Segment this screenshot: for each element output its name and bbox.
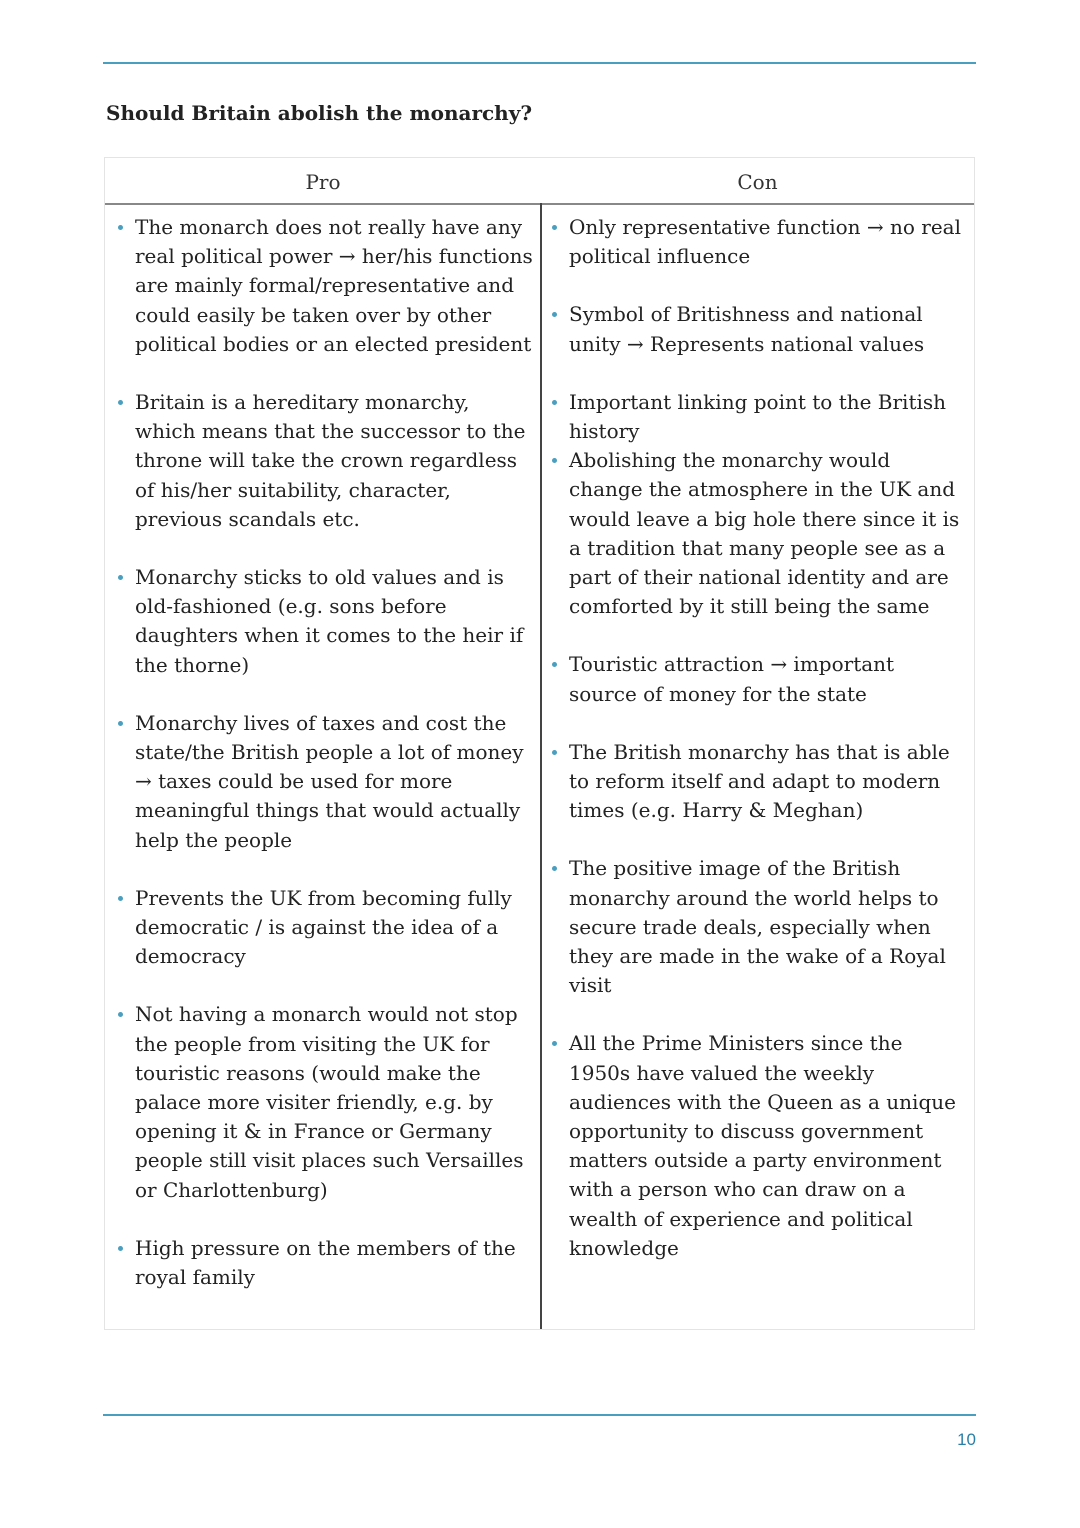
con-item: Important linking point to the British history [549,388,967,446]
page-number: 10 [957,1430,976,1449]
pro-con-table [104,157,975,1330]
pro-column-header: Pro [305,170,341,194]
con-column-header: Con [737,170,778,194]
con-item: The positive image of the British monarchy around the world helps to secure trade deals, especially when they are made in the wake of a Royal visit [549,854,967,1000]
con-item: Touristic attraction → important source of money for the state [549,650,967,708]
pro-item: The monarch does not really have any real political power → her/his functions are mainly formal/representative and could easily be taken over by other political bodies or an elected president [115,213,533,359]
con-item: The British monarchy has that is able to reform itself and adapt to modern times (e.g. Harry & Meghan) [549,738,967,826]
top-rule [103,62,976,64]
pro-list [115,213,533,1292]
document-heading: Should Britain abolish the monarchy? [106,101,533,125]
table-header-row [105,158,974,205]
pro-item: Monarchy lives of taxes and cost the state/the British people a lot of money → taxes could be used for more meaningful things that would actually help the people [115,709,533,855]
pro-item: High pressure on the members of the royal family [115,1234,533,1292]
con-item: All the Prime Ministers since the 1950s have valued the weekly audiences with the Queen as a unique opportunity to discuss government matters outside a party environment with a person who can draw on a wealth of experience and political knowledge [549,1029,967,1263]
pro-item: Prevents the UK from becoming fully democratic / is against the idea of a democracy [115,884,533,972]
con-item: Symbol of Britishness and national unity → Represents national values [549,300,967,358]
column-divider [540,203,542,1329]
con-list [549,213,967,1263]
bottom-rule [103,1414,976,1416]
pro-item: Britain is a hereditary monarchy, which means that the successor to the throne will take the crown regardless of his/her suitability, character, previous scandals etc. [115,388,533,534]
con-item: Only representative function → no real political influence [549,213,967,271]
pro-item: Monarchy sticks to old values and is old-fashioned (e.g. sons before daughters when it comes to the heir if the thorne) [115,563,533,680]
con-item: Abolishing the monarchy would change the atmosphere in the UK and would leave a big hole there since it is a tradition that many people see as a part of their national identity and are comforted by it still being the same [549,446,967,621]
pro-item: Not having a monarch would not stop the people from visiting the UK for touristic reasons (would make the palace more visiter friendly, e.g. by opening it & in France or Germany people still visit places such Versailles or Charlottenburg) [115,1000,533,1204]
